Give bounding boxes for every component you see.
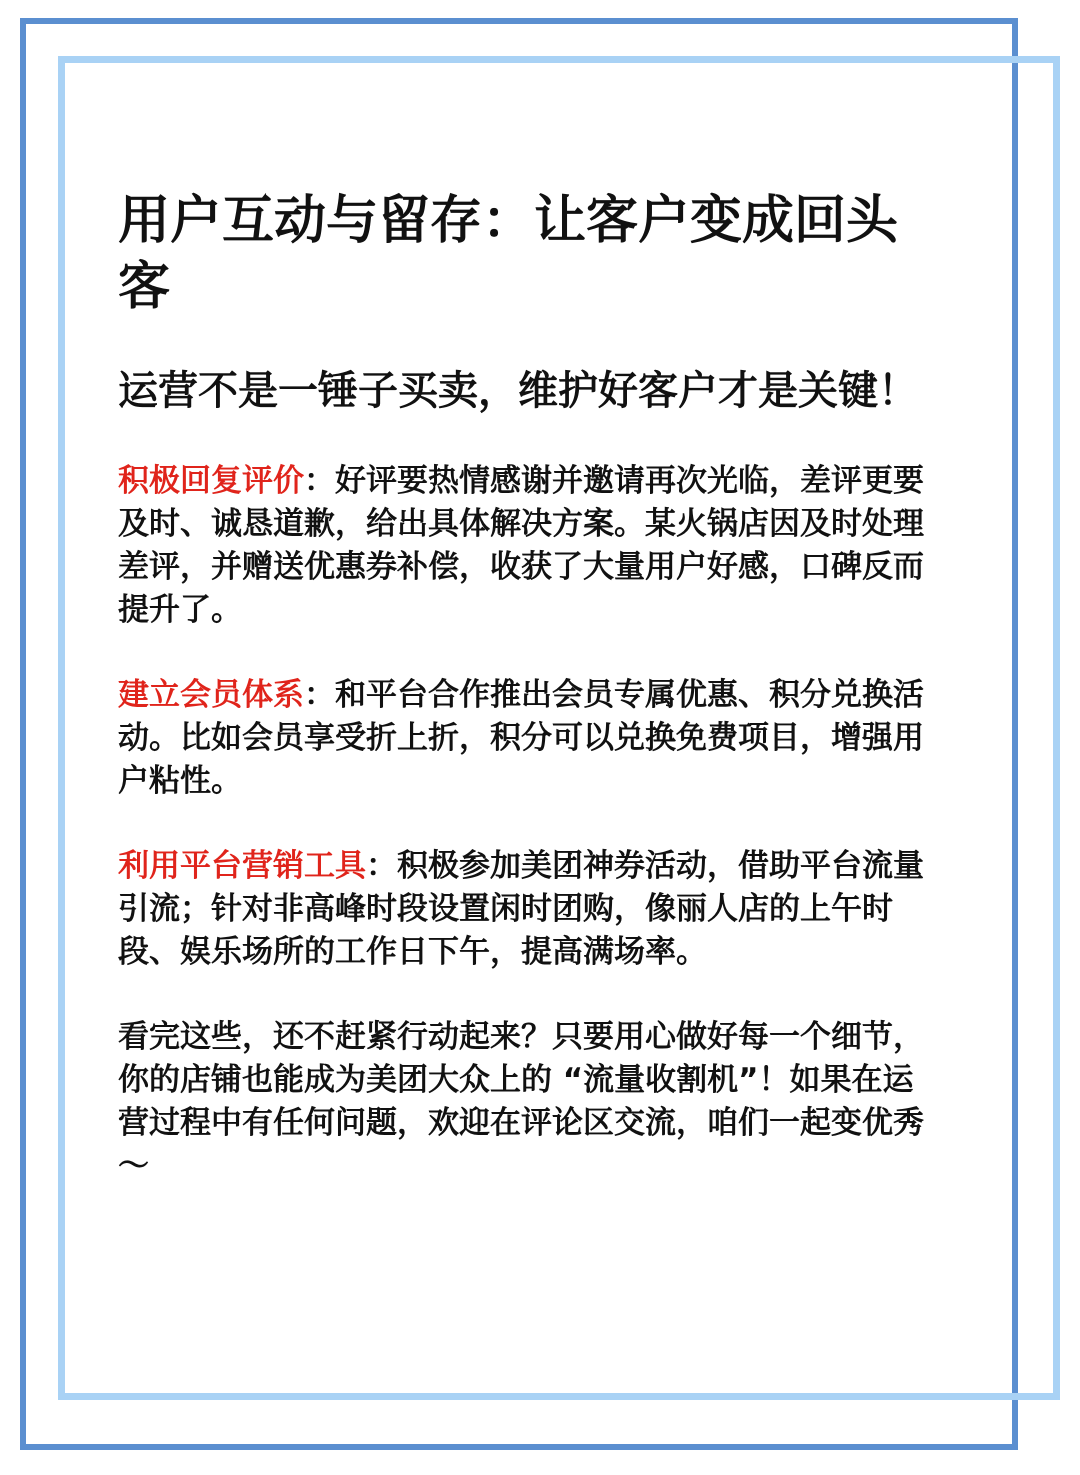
section-text: ：积极参加美团神券活动，借助平台流量引流；针对非高峰时段设置闲时团购，像丽人店的上午时段、娱乐场所的工作日下午，提高满场率。 [118,848,924,970]
section-text: ：和平台合作推出会员专属优惠、积分兑换活动。比如会员享受折上折，积分可以兑换免费项目，增强用户粘性。 [118,677,924,799]
section-keyword: 利用平台营销工具 [118,848,366,884]
section-keyword: 建立会员体系 [118,677,304,713]
section-marketing-tools [118,845,940,974]
article-title: 用户互动与留存：让客户变成回头客 [118,191,899,317]
section-text: ：好评要热情感谢并邀请再次光临，差评更要及时、诚恳道歉，给出具体解决方案。某火锅店因及时处理差评，并赠送优惠券补偿，收获了大量用户好感，口碑反而提升了。 [118,463,924,628]
section-keyword: 积极回复评价 [118,463,304,499]
article-content [118,188,940,1188]
closing-paragraph: 看完这些，还不赶紧行动起来？只要用心做好每一个细节，你的店铺也能成为美团大众上的 “流量收割机”！如果在运营过程中有任何问题，欢迎在评论区交流，咱们一起变优秀～ [118,1019,924,1184]
section-reply-reviews [118,460,940,632]
article-subtitle: 运营不是一锤子买卖，维护好客户才是关键！ [118,368,918,414]
section-membership [118,674,940,803]
